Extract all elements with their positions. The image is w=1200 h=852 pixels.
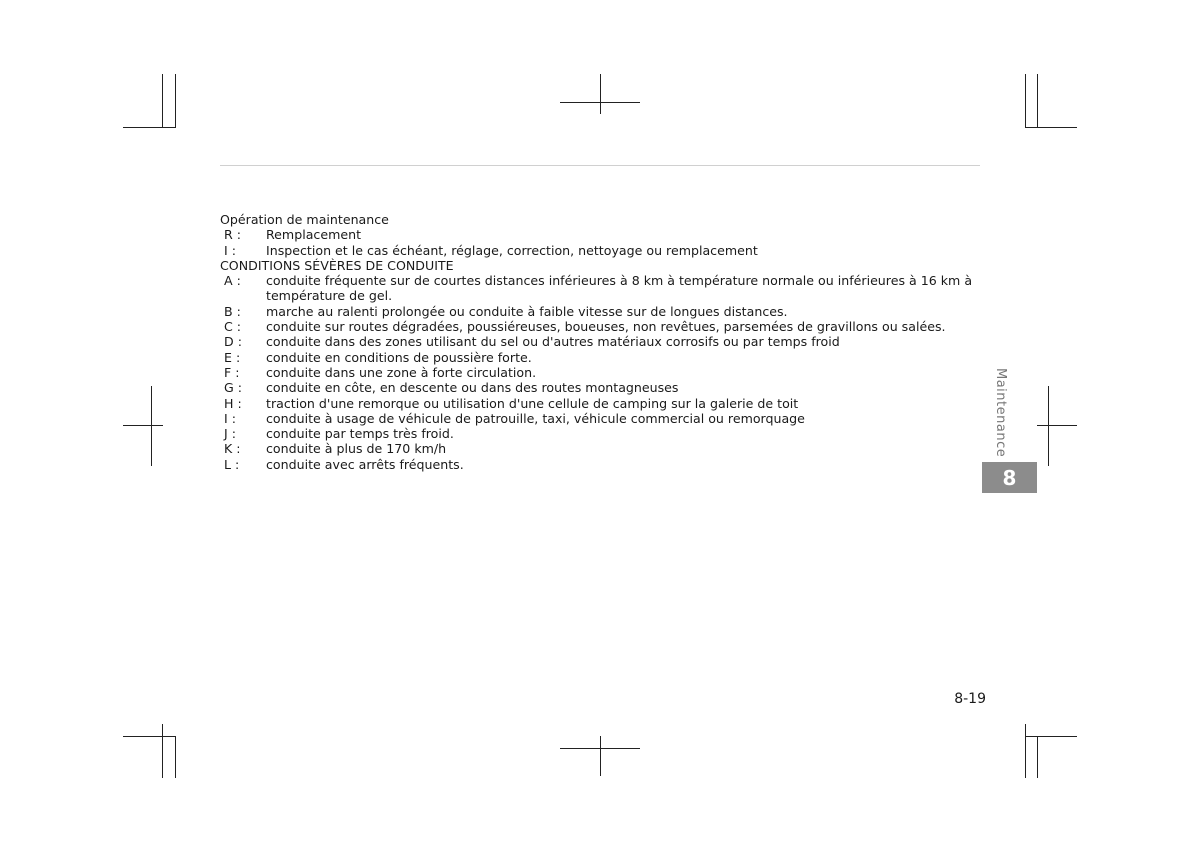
legend-text: Remplacement bbox=[266, 227, 362, 243]
condition-key: K : bbox=[224, 441, 241, 457]
crop-mark bbox=[123, 127, 175, 128]
legend-key: R : bbox=[224, 227, 241, 243]
chapter-number: 8 bbox=[1002, 465, 1017, 490]
condition-key: E : bbox=[224, 349, 241, 365]
legend-item bbox=[220, 243, 980, 258]
condition-item bbox=[220, 319, 980, 334]
registration-mark bbox=[123, 425, 163, 426]
registration-mark bbox=[600, 74, 601, 114]
legend-heading: Opération de maintenance bbox=[220, 212, 389, 227]
condition-text: conduite en côte, en descente ou dans des routes montagneuses bbox=[266, 380, 679, 396]
registration-mark bbox=[600, 736, 601, 776]
header-rule bbox=[220, 165, 980, 166]
condition-text: conduite dans une zone à forte circulation. bbox=[266, 364, 537, 380]
condition-item bbox=[220, 334, 980, 349]
crop-mark bbox=[162, 724, 163, 778]
condition-key: B : bbox=[224, 303, 241, 319]
condition-key: L : bbox=[224, 456, 240, 472]
crop-mark bbox=[162, 74, 163, 128]
condition-text: conduite sur routes dégradées, poussiéreuses, boueuses, non revêtues, parsemées de gravillons ou salées. bbox=[266, 319, 946, 335]
conditions-title: CONDITIONS SÉVÈRES DE CONDUITE bbox=[220, 257, 454, 273]
page-number: 8-19 bbox=[954, 691, 986, 707]
crop-mark bbox=[1025, 724, 1026, 778]
crop-mark bbox=[123, 736, 175, 737]
legend-key: I : bbox=[224, 242, 236, 258]
condition-text: conduite fréquente sur de courtes distances inférieures à 8 km à température normale ou inférieures à 16 km à température de gel. bbox=[266, 273, 973, 304]
condition-key: I : bbox=[224, 410, 236, 426]
condition-text: conduite par temps très froid. bbox=[266, 426, 454, 442]
condition-text: conduite en conditions de poussière forte. bbox=[266, 349, 532, 365]
crop-mark bbox=[1025, 127, 1077, 128]
registration-mark bbox=[1037, 425, 1077, 426]
chapter-number-badge bbox=[982, 462, 1037, 493]
condition-item bbox=[220, 411, 980, 426]
crop-mark bbox=[175, 736, 176, 778]
crop-mark bbox=[1037, 736, 1038, 778]
condition-key: G : bbox=[224, 380, 243, 396]
condition-key: H : bbox=[224, 395, 242, 411]
condition-item bbox=[220, 350, 980, 365]
condition-item bbox=[220, 380, 980, 395]
maintenance-legend bbox=[220, 212, 980, 472]
condition-text: conduite avec arrêts fréquents. bbox=[266, 456, 464, 472]
condition-text: conduite à usage de véhicule de patrouille, taxi, véhicule commercial ou remorquage bbox=[266, 410, 805, 426]
condition-key: C : bbox=[224, 319, 242, 335]
condition-key: D : bbox=[224, 334, 242, 350]
condition-item bbox=[220, 426, 980, 441]
condition-text: traction d'une remorque ou utilisation d'une cellule de camping sur la galerie de toit bbox=[266, 395, 799, 411]
legend-text: Inspection et le cas échéant, réglage, correction, nettoyage ou remplacement bbox=[266, 242, 758, 258]
crop-mark bbox=[1025, 74, 1026, 128]
condition-item bbox=[220, 396, 980, 411]
condition-item bbox=[220, 304, 980, 319]
condition-key: J : bbox=[224, 426, 236, 442]
condition-item bbox=[220, 273, 980, 304]
chapter-side-label: Maintenance bbox=[993, 368, 1008, 458]
condition-key: F : bbox=[224, 364, 240, 380]
legend-item bbox=[220, 227, 980, 242]
condition-item bbox=[220, 457, 980, 472]
registration-mark bbox=[1048, 386, 1049, 466]
condition-text: marche au ralenti prolongée ou conduite à faible vitesse sur de longues distances. bbox=[266, 303, 788, 319]
condition-text: conduite à plus de 170 km/h bbox=[266, 441, 447, 457]
conditions-list bbox=[220, 273, 980, 472]
crop-mark bbox=[175, 74, 176, 128]
legend-list bbox=[220, 227, 980, 258]
registration-mark bbox=[151, 386, 152, 466]
condition-item bbox=[220, 365, 980, 380]
condition-item bbox=[220, 441, 980, 456]
condition-text: conduite dans des zones utilisant du sel ou d'autres matériaux corrosifs ou par temps froid bbox=[266, 334, 840, 350]
condition-key: A : bbox=[224, 273, 241, 289]
crop-mark bbox=[1037, 74, 1038, 128]
crop-mark bbox=[1025, 736, 1077, 737]
